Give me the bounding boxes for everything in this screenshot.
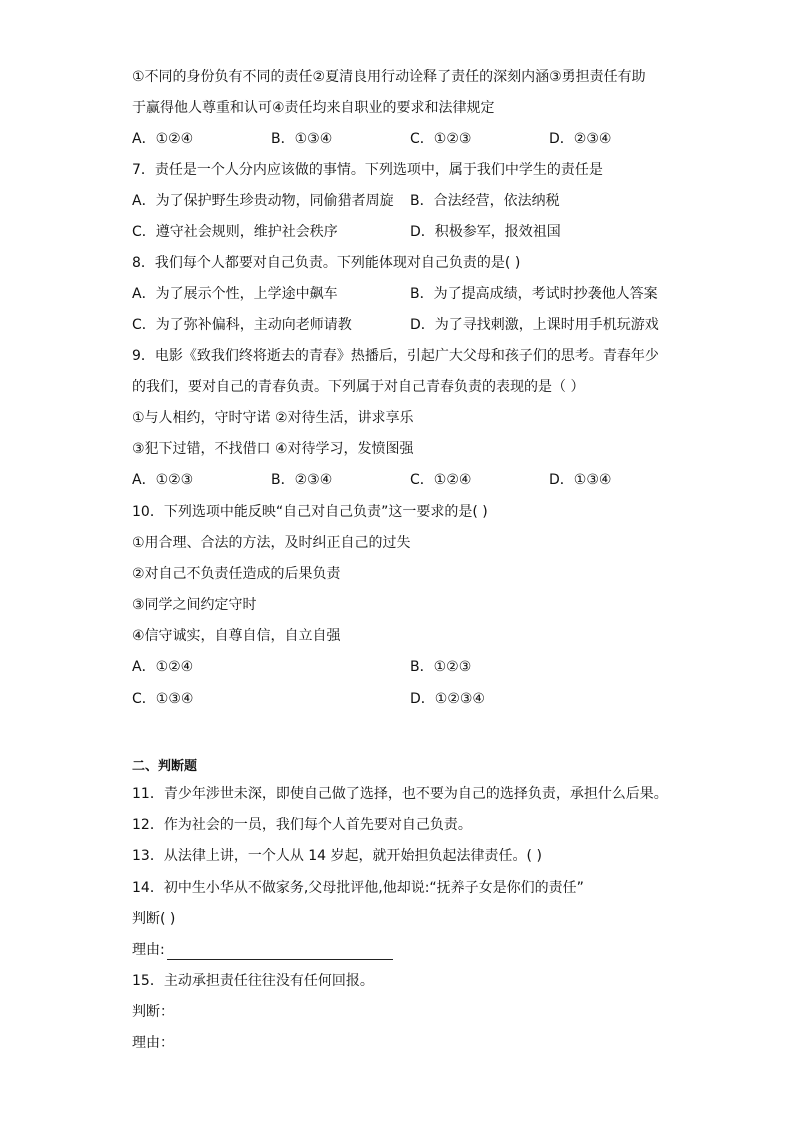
- q10-option-c: C．①③④: [132, 691, 194, 707]
- q6-option-a: A．①②④: [132, 131, 194, 147]
- q8-option-a: A．为了展示个性，上学途中飙车: [132, 286, 338, 302]
- q6-statement-line-2: 于赢得他人尊重和认可④责任均来自职业的要求和法律规定: [132, 100, 495, 116]
- q9-option-a: A．①②③: [132, 472, 194, 488]
- q8-option-b: B．为了提高成绩，考试时抄袭他人答案: [410, 286, 658, 302]
- q6-option-b: B．①③④: [271, 131, 333, 147]
- q7-option-d: D．积极参军，报效祖国: [410, 224, 561, 240]
- section-title-judgement: 二、判断题: [132, 759, 198, 774]
- q10-option-a: A．①②④: [132, 659, 194, 675]
- q8-stem: 8．我们每个人都要对自己负责。下列能体现对自己负责的是( ): [132, 255, 521, 271]
- q7-option-b: B．合法经营，依法纳税: [410, 193, 560, 209]
- q7-option-a: A．为了保护野生珍贵动物，同偷猎者周旋: [132, 193, 394, 209]
- q7-option-c: C．遵守社会规则，维护社会秩序: [132, 224, 338, 240]
- q9-statement-line-1: ①与人相约，守时守诺 ②对待生活，讲求享乐: [132, 410, 414, 426]
- q15-reason-line: 理由：: [132, 1035, 174, 1051]
- q6-option-c: C．①②③: [410, 131, 472, 147]
- q9-stem-line-1: 9．电影《致我们终将逝去的青春》热播后，引起广大父母和孩子们的思考。青春年少: [132, 348, 659, 364]
- q9-option-b: B．②③④: [271, 472, 333, 488]
- q8-option-c: C．为了弥补偏科，主动向老师请教: [132, 317, 352, 333]
- q14-text: 14．初中生小华从不做家务,父母批评他,他却说:“抚养子女是你们的责任”: [132, 880, 584, 896]
- q14-reason-label: 理由:: [132, 942, 165, 958]
- q10-statement-4: ④信守诚实，自尊自信，自立自强: [132, 628, 341, 644]
- q9-option-c: C．①②④: [410, 472, 472, 488]
- q9-statement-line-2: ③犯下过错，不找借口 ④对待学习，发愤图强: [132, 441, 414, 457]
- q15-text: 15．主动承担责任往往没有任何回报。: [132, 973, 374, 989]
- q9-stem-line-2: 的我们，要对自己的青春负责。下列属于对自己青春负责的表现的是（ ）: [132, 379, 585, 395]
- q15-judge-line: 判断：: [132, 1004, 174, 1020]
- q10-statement-3: ③同学之间约定守时: [132, 597, 257, 613]
- q12-text: 12．作为社会的一员，我们每个人首先要对自己负责。: [132, 817, 472, 833]
- q7-stem: 7．责任是一个人分内应该做的事情。下列选项中，属于我们中学生的责任是: [132, 162, 603, 178]
- q6-option-d: D．②③④: [549, 131, 612, 147]
- q10-option-d: D．①②③④: [410, 691, 485, 707]
- q14-judge-line: 判断( ): [132, 911, 176, 927]
- q14-reason-line: [132, 940, 393, 960]
- q11-text: 11．青少年涉世未深，即使自己做了选择，也不要为自己的选择负责，承担什么后果。: [132, 786, 668, 802]
- q10-stem: 10．下列选项中能反映“自己对自己负责”这一要求的是( ): [132, 504, 488, 520]
- q8-option-d: D．为了寻找刺激，上课时用手机玩游戏: [410, 317, 659, 333]
- q6-statement-line-1: ①不同的身份负有不同的责任②夏清良用行动诠释了责任的深刻内涵③勇担责任有助: [132, 69, 646, 85]
- q10-statement-2: ②对自己不负责任造成的后果负责: [132, 566, 341, 582]
- q9-option-d: D．①③④: [549, 472, 612, 488]
- q13-text: 13．从法律上讲，一个人从 14 岁起，就开始担负起法律责任。( ): [132, 848, 542, 864]
- q10-option-b: B．①②③: [410, 659, 472, 675]
- q14-reason-blank[interactable]: [167, 943, 393, 960]
- q10-statement-1: ①用合理、合法的方法，及时纠正自己的过失: [132, 535, 411, 551]
